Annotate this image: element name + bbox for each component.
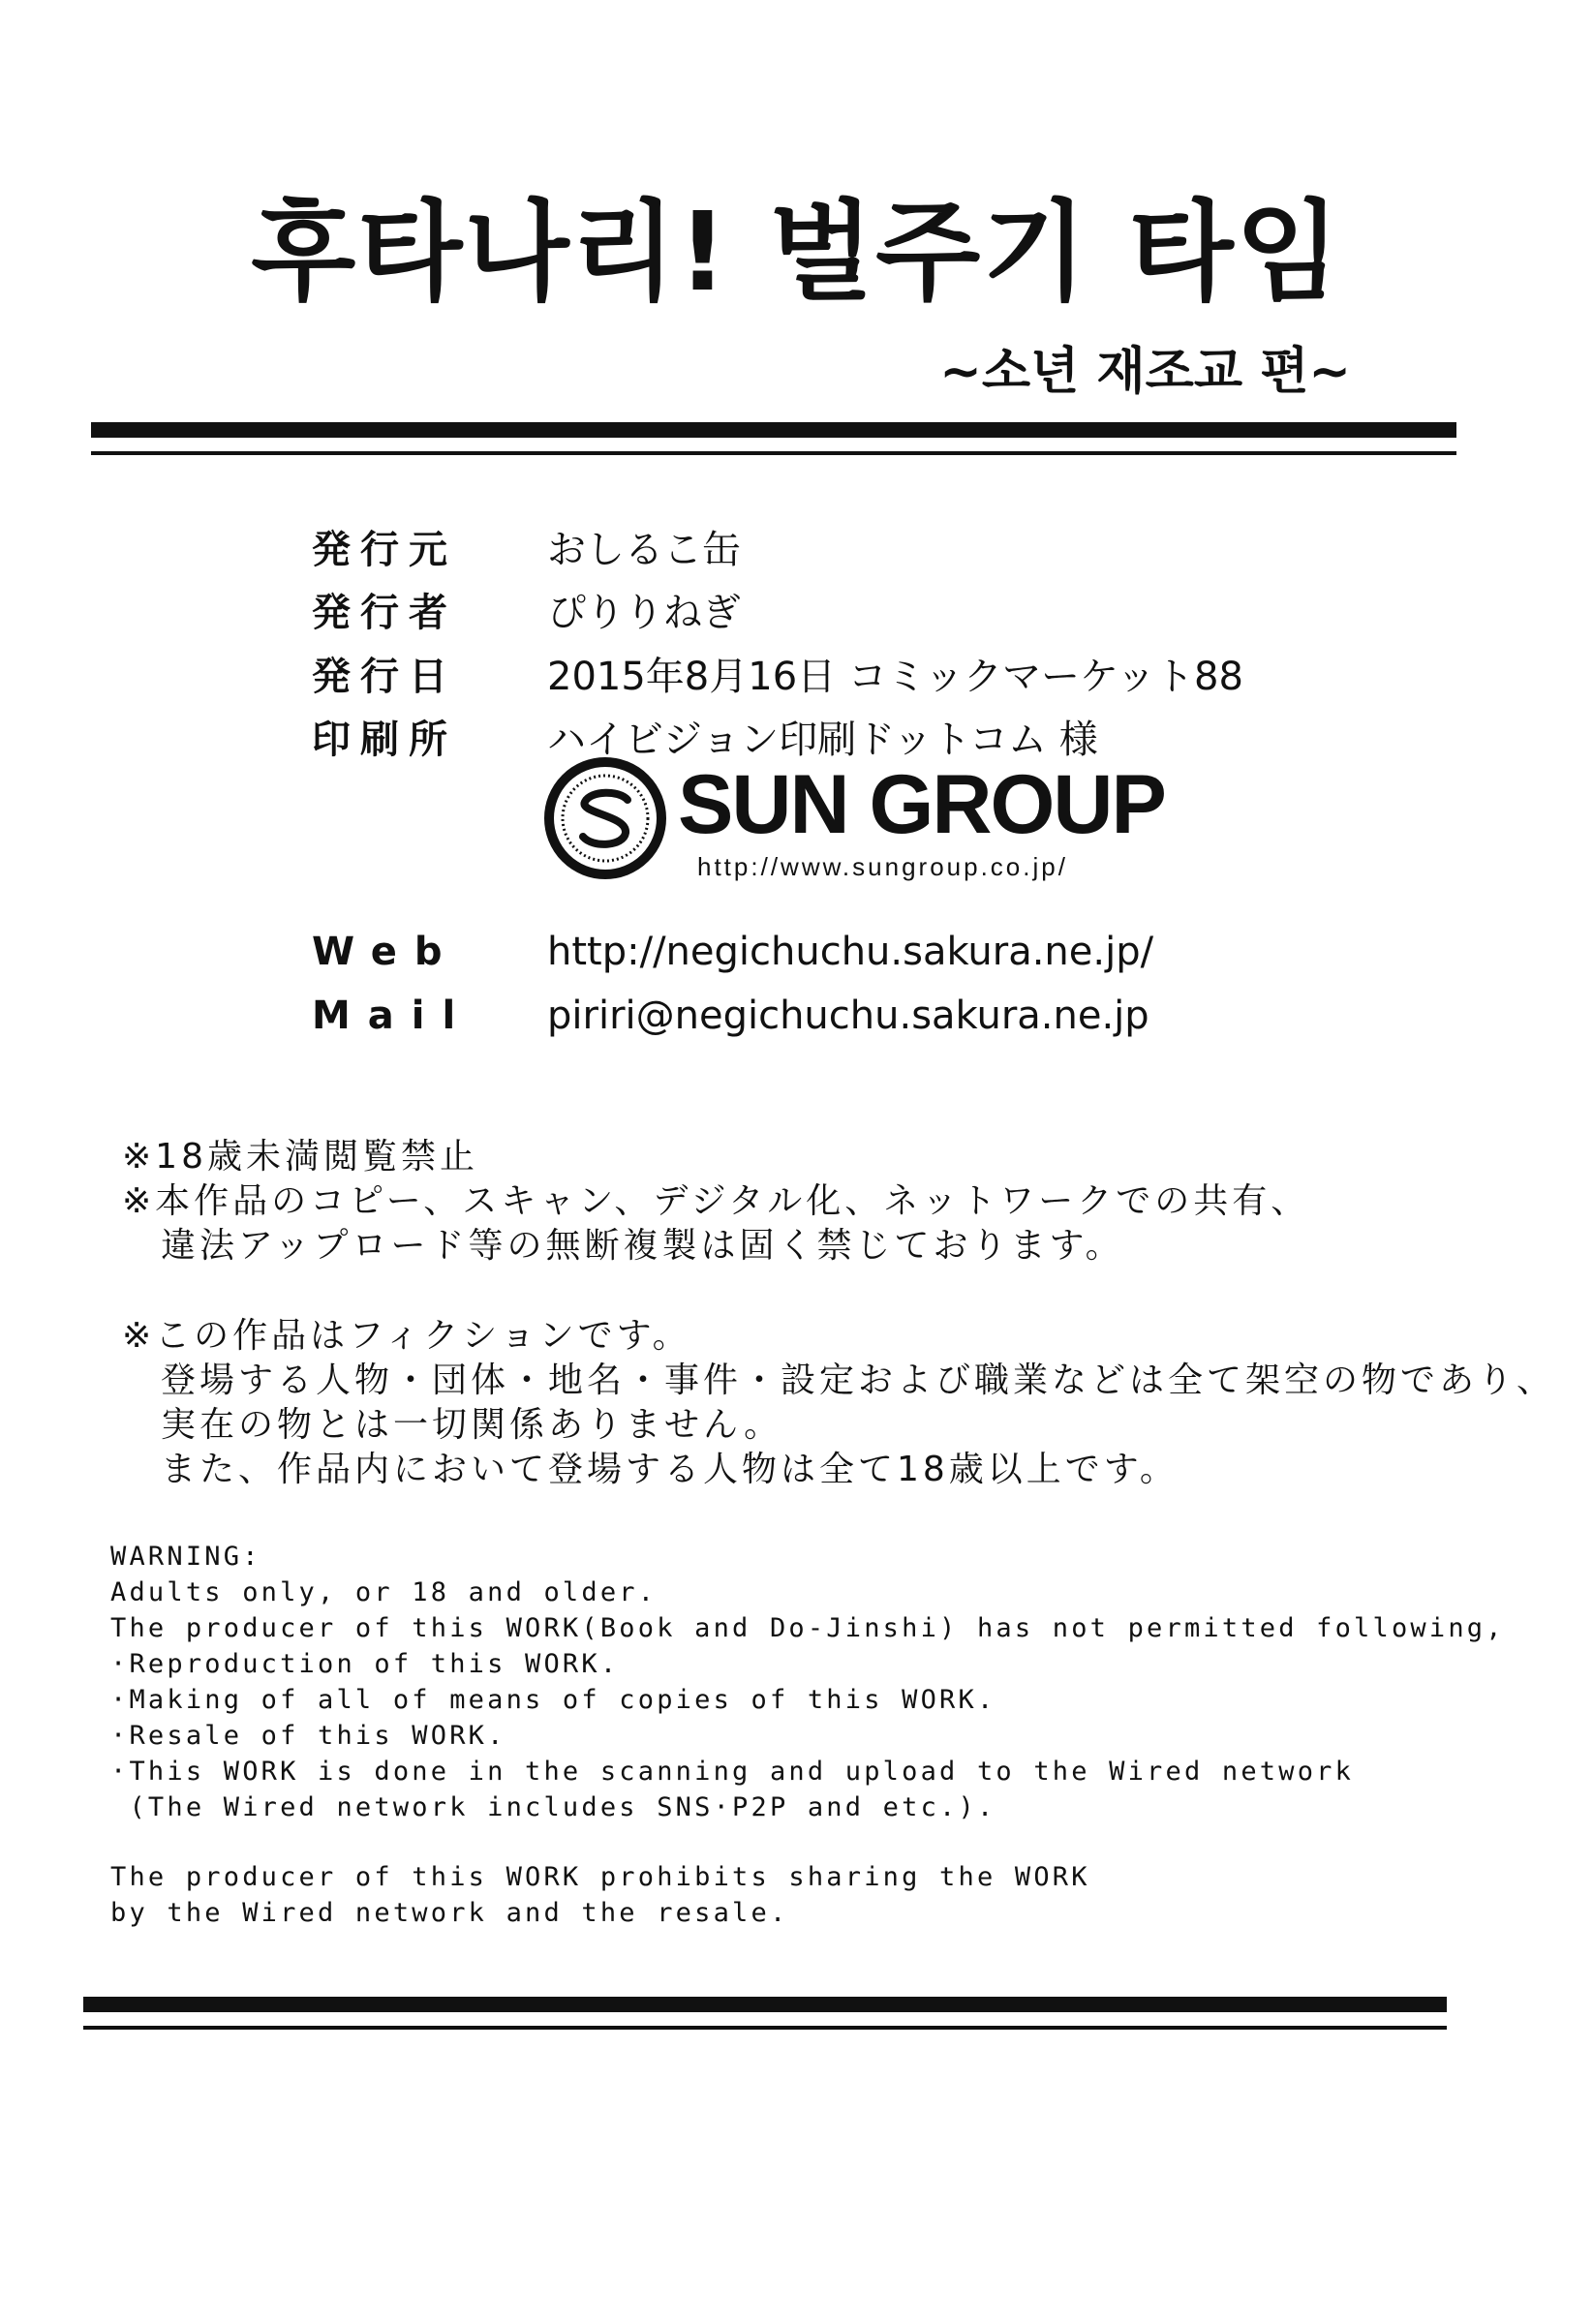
colophon-value: ハイビジョン印刷ドットコム 様 — [547, 718, 1098, 762]
colophon-row-date — [0, 646, 1593, 704]
book-title: 후타나리! 벌주기 타임 — [251, 190, 1342, 316]
warning-line: by the Wired network and the resale. — [110, 1898, 789, 1928]
book-subtitle: ~소년 재조교 편~ — [939, 343, 1351, 401]
warning-line: ·Resale of this WORK. — [110, 1721, 506, 1751]
warning-heading: WARNING: — [110, 1542, 261, 1572]
notice-age-restriction: ※18歳未満閲覧禁止 — [122, 1137, 478, 1177]
sun-group-logo — [542, 755, 1165, 901]
contact-row-mail — [0, 994, 1593, 1052]
colophon-value: おしるこ缶 — [547, 528, 741, 572]
notice-fiction-line-3: 実在の物とは一切関係ありません。 — [122, 1405, 783, 1445]
web-url[interactable]: http://negichuchu.sakura.ne.jp/ — [547, 930, 1154, 974]
mail-address[interactable]: piriri@negichuchu.sakura.ne.jp — [547, 994, 1149, 1038]
sun-group-name: SUN GROUP — [678, 758, 1165, 851]
colophon-value: 2015年8月16日 コミックマーケット88 — [547, 655, 1243, 699]
colophon-label: 発行日 — [312, 655, 457, 699]
notice-copy-prohibition: ※本作品のコピー、スキャン、デジタル化、ネットワークでの共有、 — [122, 1181, 1310, 1221]
warning-line: (The Wired network includes SNS·P2P and etc.). — [110, 1792, 996, 1822]
notice-copy-prohibition-cont: 違法アップロード等の無断複製は固く禁じております。 — [122, 1226, 1124, 1266]
colophon-value: ぴりりねぎ — [547, 591, 741, 635]
warning-line: The producer of this WORK prohibits sharing the WORK — [110, 1862, 1090, 1892]
bottom-rule-thin — [83, 2026, 1447, 2030]
sun-group-url: http://www.sungroup.co.jp/ — [697, 852, 1068, 881]
notice-fiction: ※この作品はフィクションです。 — [122, 1316, 691, 1356]
contact-row-web — [0, 930, 1593, 988]
colophon-label: 発行者 — [312, 591, 457, 635]
top-rule-thick — [91, 422, 1456, 438]
warning-line: The producer of this WORK(Book and Do-Jinshi) has not permitted following, — [110, 1613, 1505, 1643]
warning-line: ·Reproduction of this WORK. — [110, 1649, 620, 1679]
colophon-label: 印刷所 — [312, 718, 457, 762]
contact-label: Web — [312, 930, 460, 974]
colophon-label: 発行元 — [312, 528, 457, 572]
colophon-row-issuer — [0, 582, 1593, 640]
colophon-row-publisher — [0, 519, 1593, 577]
top-rule-thin — [91, 451, 1456, 455]
warning-line: ·Making of all of means of copies of this WORK. — [110, 1685, 996, 1715]
notice-fiction-line-2: 登場する人物・団体・地名・事件・設定および職業などは全て架空の物であり、 — [122, 1361, 1556, 1400]
warning-line: ·This WORK is done in the scanning and upload to the Wired network — [110, 1757, 1355, 1787]
sun-group-emblem-icon — [542, 755, 668, 881]
contact-label: Mail — [312, 994, 474, 1038]
warning-line: Adults only, or 18 and older. — [110, 1577, 658, 1607]
notice-fiction-line-4: また、作品内において登場する人物は全て18歳以上です。 — [122, 1450, 1179, 1489]
bottom-rule-thick — [83, 1997, 1447, 2012]
